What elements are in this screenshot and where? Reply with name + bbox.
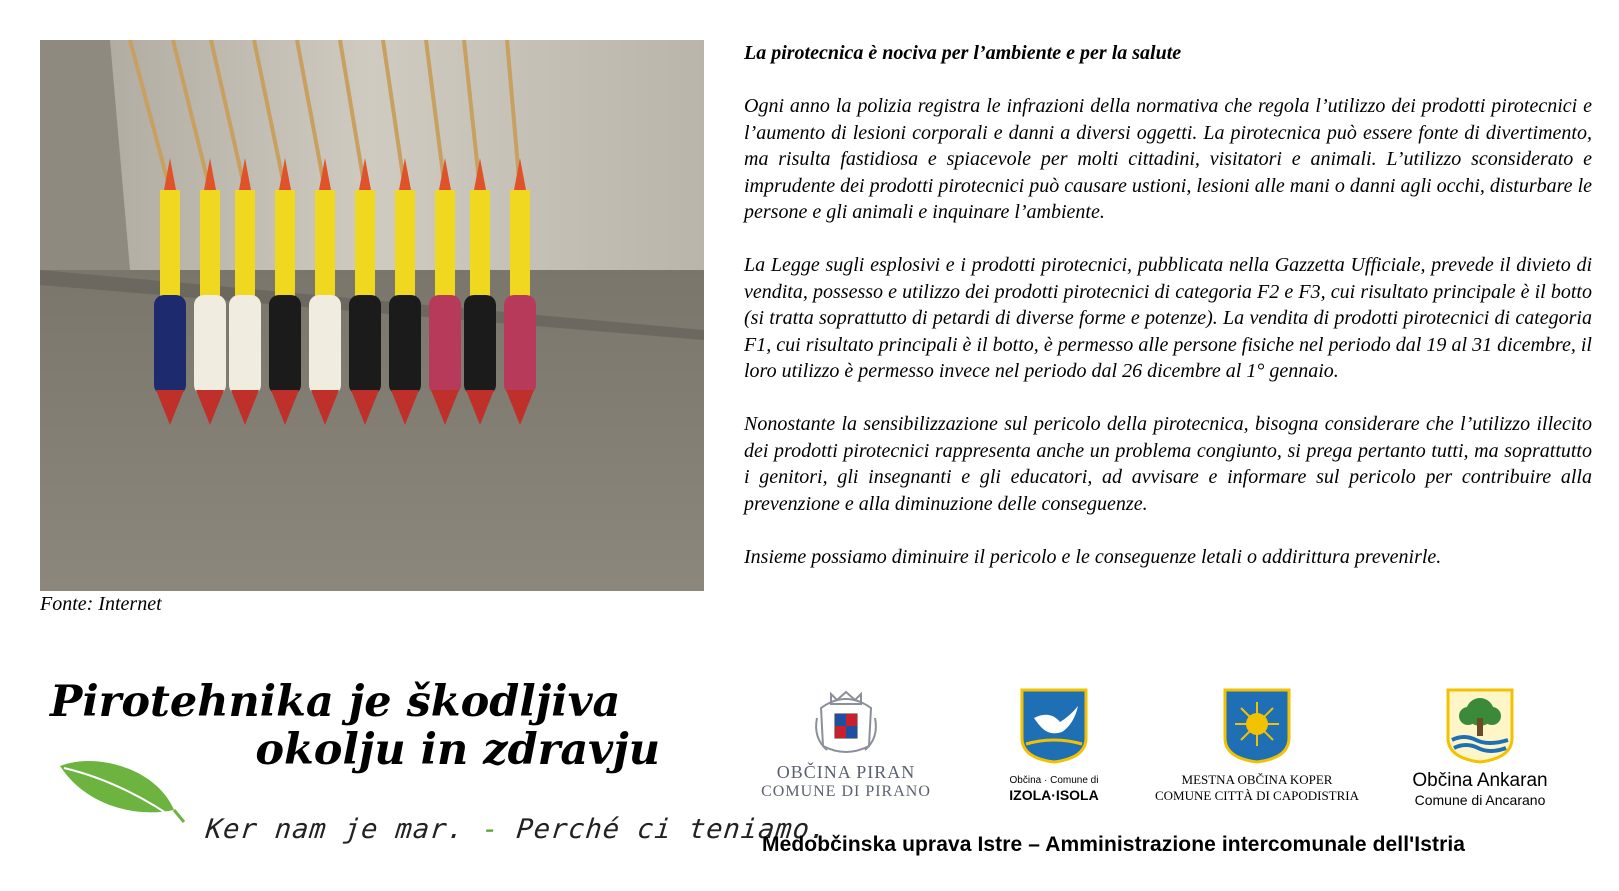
slogan-separator: - xyxy=(480,814,502,845)
izola-dove-shield-icon xyxy=(1020,688,1088,764)
rocket-part xyxy=(235,190,255,300)
rocket-part xyxy=(464,295,496,395)
footer-administration: Medobčinska uprava Istre – Amministrazione intercomunale dell'Istria xyxy=(762,833,1466,856)
rocket-part xyxy=(275,190,295,300)
rocket-part xyxy=(470,190,490,300)
slogan-slovene: Ker nam je mar. xyxy=(204,814,467,845)
rocket-part xyxy=(429,295,461,395)
rocket-part xyxy=(194,295,226,395)
green-leaf-icon xyxy=(56,758,186,830)
rocket-part xyxy=(229,295,261,395)
logo-koper-line2: COMUNE CITTÀ DI CAPODISTRIA xyxy=(1154,788,1360,803)
rocket-part xyxy=(389,295,421,395)
article-paragraph: Ogni anno la polizia registra le infrazioni della normativa che regola l’utilizzo dei prodotti pirotecnici e l’aumento di lesioni corporali e danni a diversi oggetti. La pirotecnica può essere fonte di divertimento, ma risulta fastidiosa e spiacevole per molti cittadini, visitatori e animali. L’utilizzo sconsiderato e imprudente dei prodotti pirotecnici può causare ustioni, lesioni alle mani o danni agli occhi, disturbare le persone e gli animali e inquinare l’ambiente. xyxy=(744,95,1592,223)
logo-koper-line1: MESTNA OBČINA KOPER xyxy=(1181,772,1333,787)
rocket-part xyxy=(315,190,335,300)
rocket-part xyxy=(309,295,341,395)
rocket-part xyxy=(395,190,415,300)
fireworks-photo xyxy=(40,40,704,591)
rocket-part xyxy=(160,190,180,300)
logo-izola-line2: IZOLA·ISOLA xyxy=(1009,787,1099,803)
logo-piran-line1: OBČINA PIRAN xyxy=(776,762,916,782)
article-paragraph: Nonostante la sensibilizzazione sul pericolo della pirotecnica, bisogna considerare che l’utilizzo illecito dei prodotti pirotecnici rappresenta anche un problema congiunto, si prega pertanto tutti, ma soprattutto i genitori, gli insegnanti e gli educatori, ad avvisare e informare sul pericolo per contribuire alla prevenzione e alla diminuzione delle conseguenze. xyxy=(744,413,1592,515)
logo-ankaran xyxy=(1400,688,1560,808)
slogan xyxy=(204,814,829,845)
article-paragraph: La Legge sugli esplosivi e i prodotti pirotecnici, pubblicata nella Gazzetta Ufficiale, prevede il divieto di vendita, possesso e utilizzo dei prodotti pirotecnici di categoria F2 e F3, cui risultato principale è il botto (si tratta soprattutto di petardi di diverse forme e potenze). La vendita di prodotti pirotecnici di categoria F1, cui risultato principali è il botto, è permesso alle persone fisiche nel periodo dal 19 al 31 dicembre, il loro utilizzo è permesso invece nel periodo dal 26 dicembre al 1° gennaio. xyxy=(744,254,1592,382)
logo-izola xyxy=(994,688,1114,803)
logo-piran-line2: COMUNE DI PIRANO xyxy=(761,783,931,800)
ankaran-tree-shield-icon xyxy=(1446,688,1514,764)
slovene-title-line1: Pirotehnika je škodljiva xyxy=(50,677,621,727)
rocket-part xyxy=(349,295,381,395)
article-paragraph: Insieme possiamo diminuire il pericolo e le conseguenze letali o addirittura prevenirle. xyxy=(744,545,1442,568)
photo-caption: Fonte: Internet xyxy=(40,593,162,615)
logo-piran xyxy=(752,688,940,802)
logo-koper xyxy=(1146,688,1368,804)
piran-coat-of-arms-icon xyxy=(811,688,881,758)
article xyxy=(744,40,1592,597)
logo-izola-line1: Občina · Comune di xyxy=(1009,775,1099,786)
rocket-part xyxy=(269,295,301,395)
article-title: La pirotecnica è nociva per l’ambiente e per la salute xyxy=(744,42,1182,64)
fireworks-rockets-image xyxy=(40,40,704,591)
logo-ankaran-line2: Comune di Ancarano xyxy=(1414,792,1546,808)
rocket-part xyxy=(200,190,220,300)
logo-ankaran-line1: Občina Ankaran xyxy=(1412,770,1548,791)
rocket-part xyxy=(510,190,530,300)
rocket-part xyxy=(435,190,455,300)
rocket-part xyxy=(154,295,186,395)
slogan-italian: Perché ci teniamo. xyxy=(515,814,829,845)
rocket-part xyxy=(355,190,375,300)
slovene-title-line2: okolju in zdravju xyxy=(255,725,660,775)
rocket-part xyxy=(504,295,536,395)
koper-sun-shield-icon xyxy=(1223,688,1291,764)
